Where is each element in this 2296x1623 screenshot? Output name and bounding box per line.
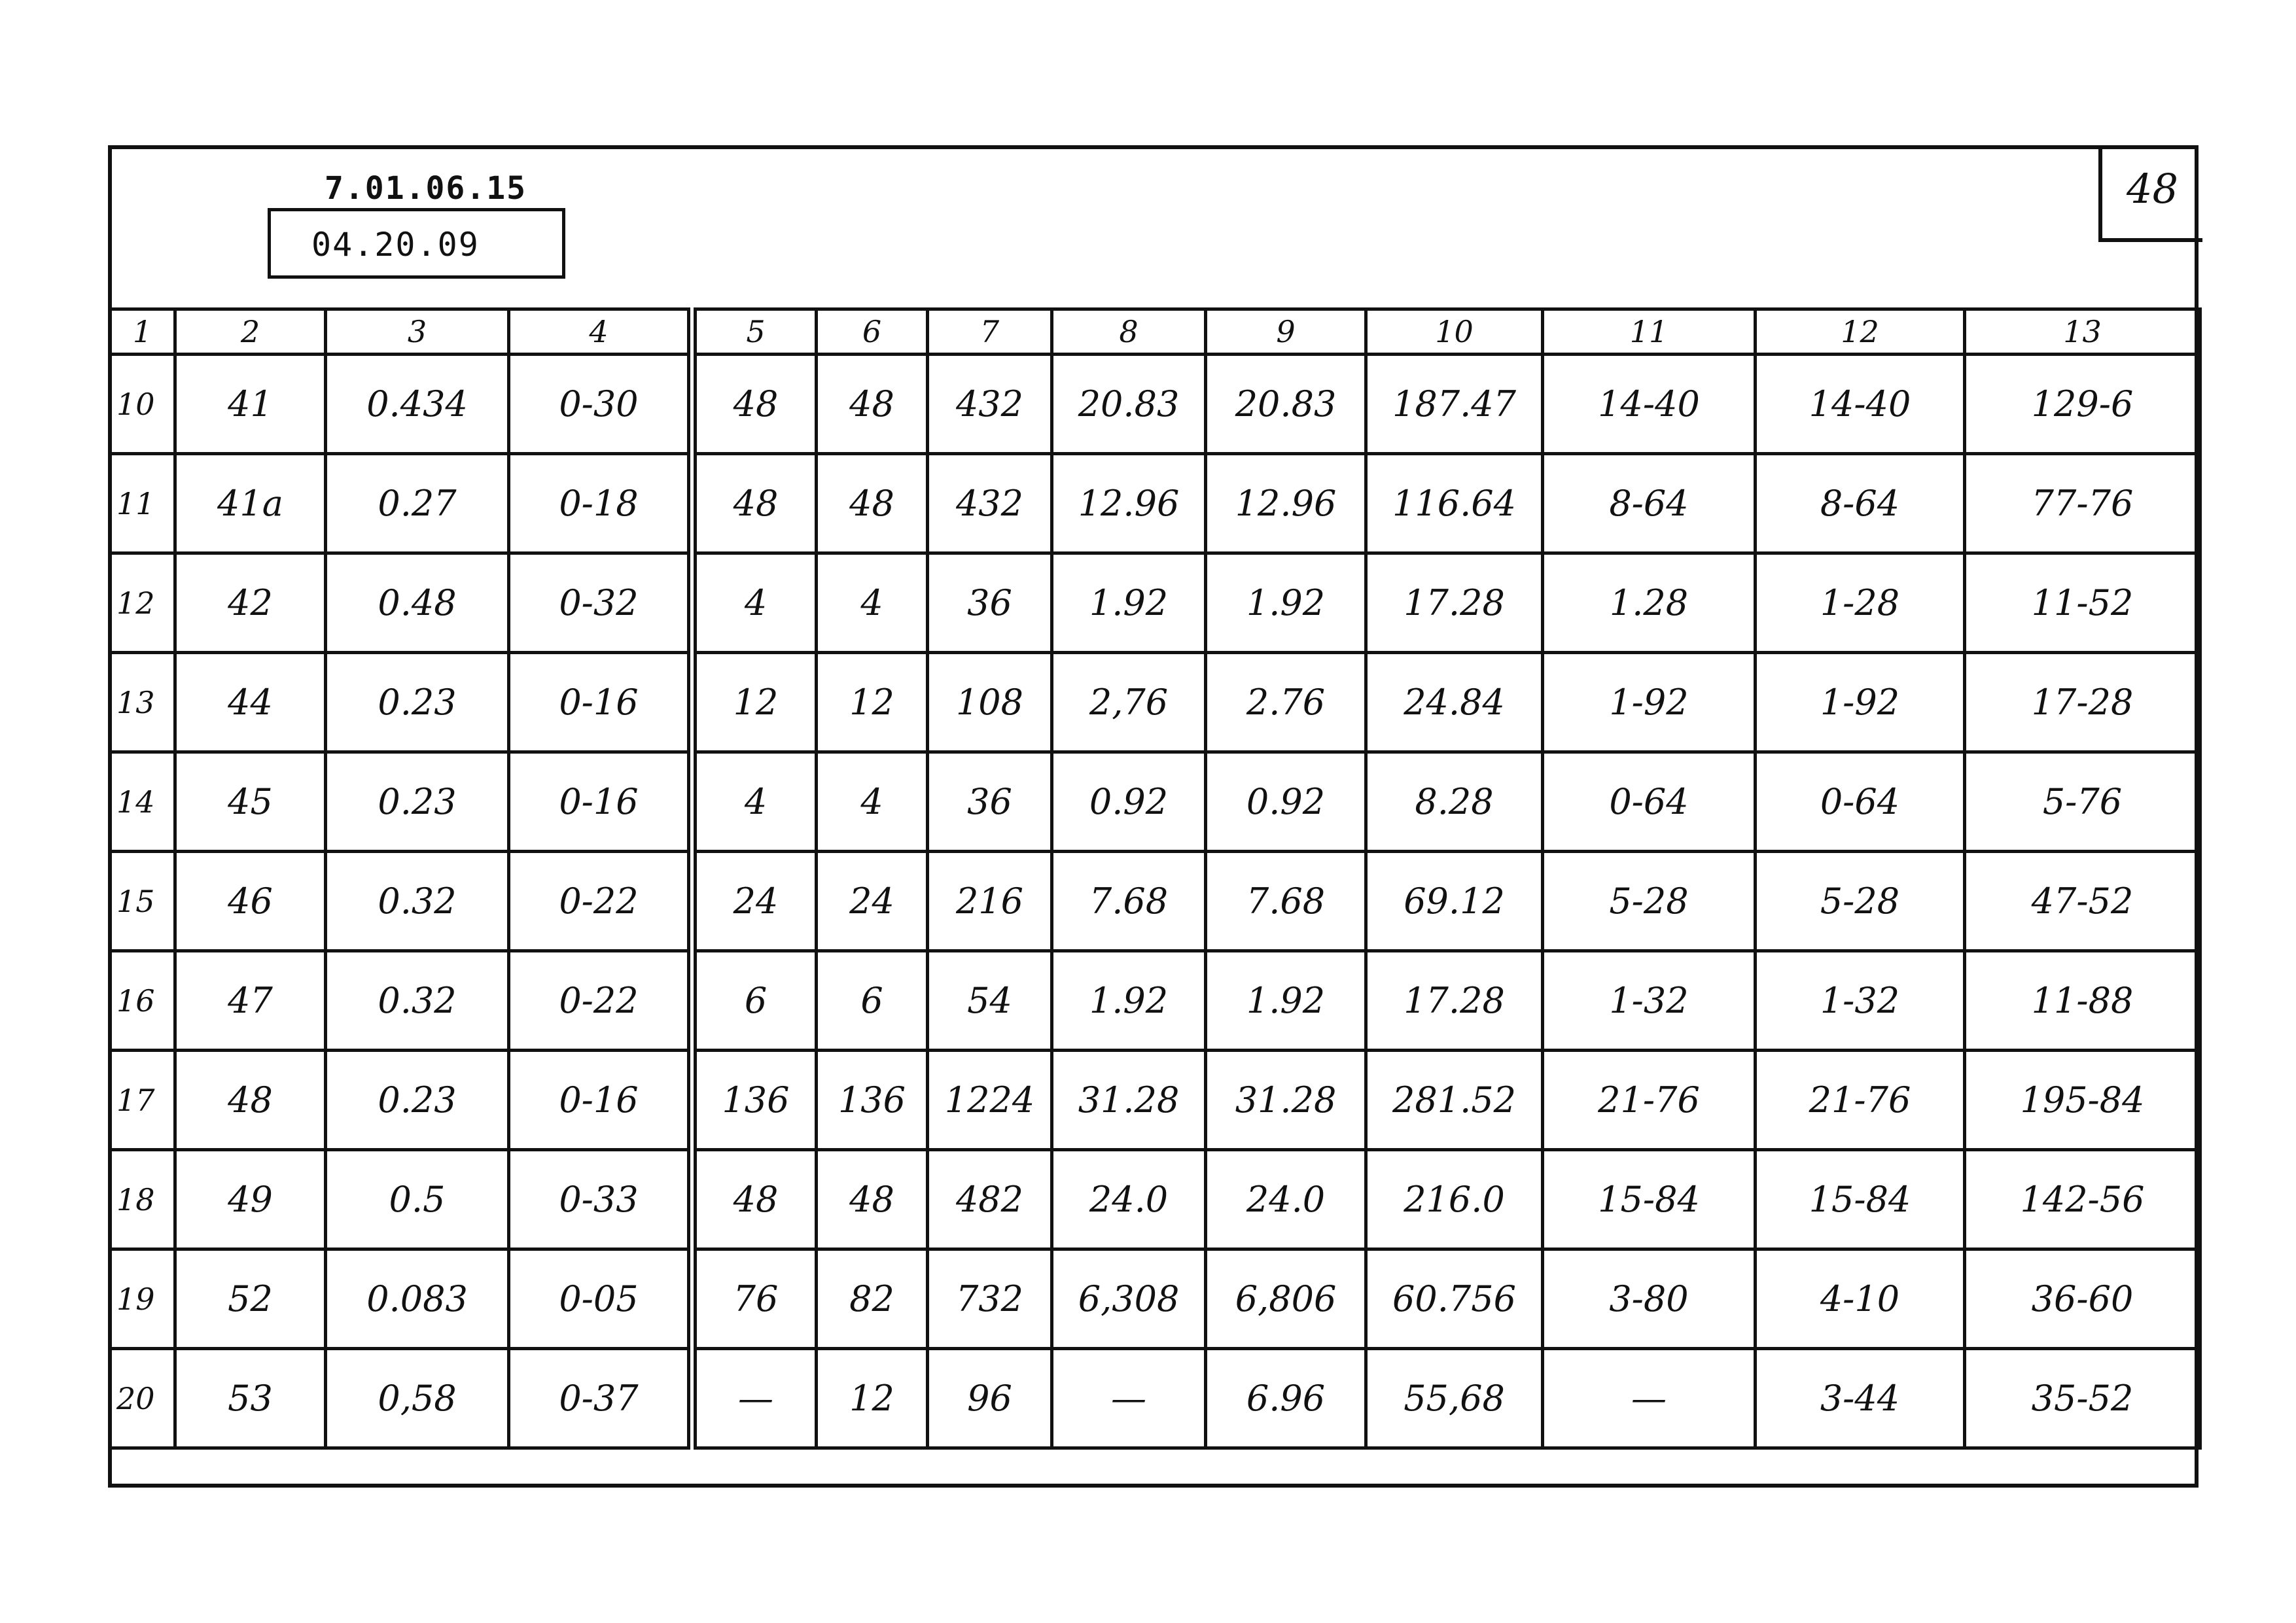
table-cell-col-11: 0-64 xyxy=(1543,752,1756,852)
table-row xyxy=(110,454,2200,553)
table-cell-col-4: 0-16 xyxy=(509,1051,692,1150)
table-cell-col-8: 24.0 xyxy=(1052,1150,1206,1249)
table-cell-col-9: 1.92 xyxy=(1206,951,1366,1051)
table-cell-col-3: 0.23 xyxy=(326,752,509,852)
table-cell-col-5: 136 xyxy=(692,1051,817,1150)
table-cell-col-8: 1.92 xyxy=(1052,951,1206,1051)
table-cell-col-13: 77-76 xyxy=(1965,454,2200,553)
table-cell-col-12: 4-10 xyxy=(1756,1249,1965,1349)
column-number-2: 2 xyxy=(175,309,326,355)
table-cell-col-3: 0.32 xyxy=(326,852,509,951)
table-cell-col-2: 48 xyxy=(175,1051,326,1150)
table-cell-col-1: 11 xyxy=(110,454,175,553)
table-cell-col-13: 11-88 xyxy=(1965,951,2200,1051)
table-cell-col-4: 0-22 xyxy=(509,951,692,1051)
table-cell-col-10: 116.64 xyxy=(1366,454,1543,553)
table-cell-col-13: 129-6 xyxy=(1965,355,2200,454)
table-cell-col-9: 7.68 xyxy=(1206,852,1366,951)
table-cell-col-4: 0-16 xyxy=(509,752,692,852)
table-cell-col-7: 1224 xyxy=(928,1051,1052,1150)
table-cell-col-2: 41 xyxy=(175,355,326,454)
table-cell-col-3: 0.434 xyxy=(326,355,509,454)
table-cell-col-7: 732 xyxy=(928,1249,1052,1349)
table-cell-col-8: 0.92 xyxy=(1052,752,1206,852)
table-cell-col-5: 4 xyxy=(692,752,817,852)
table-cell-col-3: 0.23 xyxy=(326,1051,509,1150)
table-cell-col-6: 48 xyxy=(817,355,928,454)
table-cell-col-6: 6 xyxy=(817,951,928,1051)
table-cell-col-10: 17.28 xyxy=(1366,553,1543,653)
table-cell-col-3: 0,58 xyxy=(326,1349,509,1448)
column-number-8: 8 xyxy=(1052,309,1206,355)
column-number-9: 9 xyxy=(1206,309,1366,355)
table-cell-col-13: 17-28 xyxy=(1965,653,2200,752)
table-cell-col-7: 432 xyxy=(928,355,1052,454)
table-cell-col-13: 195-84 xyxy=(1965,1051,2200,1150)
table-cell-col-13: 36-60 xyxy=(1965,1249,2200,1349)
table-cell-col-6: 48 xyxy=(817,454,928,553)
column-number-6: 6 xyxy=(817,309,928,355)
table-cell-col-6: 4 xyxy=(817,553,928,653)
table-cell-col-1: 10 xyxy=(110,355,175,454)
table-cell-col-8: 2,76 xyxy=(1052,653,1206,752)
table-cell-col-11: 3-80 xyxy=(1543,1249,1756,1349)
table-cell-col-6: 12 xyxy=(817,653,928,752)
table-cell-col-9: 31.28 xyxy=(1206,1051,1366,1150)
table-row xyxy=(110,951,2200,1051)
table-cell-col-10: 69.12 xyxy=(1366,852,1543,951)
table-row xyxy=(110,752,2200,852)
table-cell-col-11: 14-40 xyxy=(1543,355,1756,454)
table-cell-col-8: — xyxy=(1052,1349,1206,1448)
table-cell-col-11: 8-64 xyxy=(1543,454,1756,553)
table-cell-col-12: 3-44 xyxy=(1756,1349,1965,1448)
table-cell-col-2: 49 xyxy=(175,1150,326,1249)
table-cell-col-3: 0.32 xyxy=(326,951,509,1051)
table-cell-col-4: 0-30 xyxy=(509,355,692,454)
table-cell-col-5: 48 xyxy=(692,355,817,454)
table-cell-col-3: 0.083 xyxy=(326,1249,509,1349)
column-number-1: 1 xyxy=(110,309,175,355)
data-table xyxy=(108,307,2202,1450)
table-cell-col-5: 6 xyxy=(692,951,817,1051)
table-cell-col-4: 0-18 xyxy=(509,454,692,553)
table-cell-col-2: 52 xyxy=(175,1249,326,1349)
table-cell-col-10: 60.756 xyxy=(1366,1249,1543,1349)
table-cell-col-2: 46 xyxy=(175,852,326,951)
table-row xyxy=(110,852,2200,951)
table-cell-col-12: 1-32 xyxy=(1756,951,1965,1051)
table-cell-col-8: 20.83 xyxy=(1052,355,1206,454)
table-cell-col-10: 8.28 xyxy=(1366,752,1543,852)
table-cell-col-1: 18 xyxy=(110,1150,175,1249)
page-number: 48 xyxy=(2127,165,2178,213)
table-cell-col-5: 76 xyxy=(692,1249,817,1349)
table-cell-col-4: 0-33 xyxy=(509,1150,692,1249)
table-cell-col-5: 24 xyxy=(692,852,817,951)
table-cell-col-5: — xyxy=(692,1349,817,1448)
table-row xyxy=(110,1150,2200,1249)
table-cell-col-2: 53 xyxy=(175,1349,326,1448)
table-cell-col-4: 0-32 xyxy=(509,553,692,653)
column-number-5: 5 xyxy=(692,309,817,355)
table-cell-col-9: 0.92 xyxy=(1206,752,1366,852)
table-cell-col-1: 19 xyxy=(110,1249,175,1349)
table-cell-col-3: 0.5 xyxy=(326,1150,509,1249)
table-cell-col-2: 42 xyxy=(175,553,326,653)
table-cell-col-11: 1.28 xyxy=(1543,553,1756,653)
table-cell-col-12: 21-76 xyxy=(1756,1051,1965,1150)
table-cell-col-4: 0-22 xyxy=(509,852,692,951)
table-cell-col-13: 11-52 xyxy=(1965,553,2200,653)
table-cell-col-8: 7.68 xyxy=(1052,852,1206,951)
document-code: 7.01.06.15 xyxy=(325,170,527,207)
table-cell-col-9: 1.92 xyxy=(1206,553,1366,653)
table-cell-col-7: 432 xyxy=(928,454,1052,553)
table-cell-col-6: 12 xyxy=(817,1349,928,1448)
table-cell-col-13: 5-76 xyxy=(1965,752,2200,852)
table-cell-col-3: 0.23 xyxy=(326,653,509,752)
table-cell-col-12: 8-64 xyxy=(1756,454,1965,553)
table-cell-col-7: 54 xyxy=(928,951,1052,1051)
table-cell-col-9: 2.76 xyxy=(1206,653,1366,752)
table-cell-col-12: 15-84 xyxy=(1756,1150,1965,1249)
table-cell-col-1: 16 xyxy=(110,951,175,1051)
drawing-sheet xyxy=(108,145,2199,1488)
table-body xyxy=(110,355,2200,1448)
table-cell-col-6: 136 xyxy=(817,1051,928,1150)
table-row xyxy=(110,553,2200,653)
column-number-10: 10 xyxy=(1366,309,1543,355)
column-number-12: 12 xyxy=(1756,309,1965,355)
table-cell-col-1: 12 xyxy=(110,553,175,653)
table-cell-col-7: 108 xyxy=(928,653,1052,752)
table-cell-col-10: 187.47 xyxy=(1366,355,1543,454)
table-cell-col-9: 12.96 xyxy=(1206,454,1366,553)
table-row xyxy=(110,355,2200,454)
table-cell-col-7: 216 xyxy=(928,852,1052,951)
table-cell-col-4: 0-05 xyxy=(509,1249,692,1349)
table-row xyxy=(110,1051,2200,1150)
table-cell-col-2: 44 xyxy=(175,653,326,752)
document-number-box xyxy=(268,208,565,279)
table-cell-col-11: 5-28 xyxy=(1543,852,1756,951)
table-cell-col-11: 15-84 xyxy=(1543,1150,1756,1249)
table-cell-col-7: 96 xyxy=(928,1349,1052,1448)
table-cell-col-1: 14 xyxy=(110,752,175,852)
document-number: 04.20.09 xyxy=(311,226,480,264)
table-cell-col-10: 216.0 xyxy=(1366,1150,1543,1249)
table-cell-col-7: 36 xyxy=(928,553,1052,653)
column-number-3: 3 xyxy=(326,309,509,355)
table-cell-col-10: 55,68 xyxy=(1366,1349,1543,1448)
table-cell-col-10: 17.28 xyxy=(1366,951,1543,1051)
table-row xyxy=(110,653,2200,752)
table-cell-col-8: 31.28 xyxy=(1052,1051,1206,1150)
table-cell-col-9: 20.83 xyxy=(1206,355,1366,454)
table-cell-col-10: 281.52 xyxy=(1366,1051,1543,1150)
column-number-13: 13 xyxy=(1965,309,2200,355)
table-cell-col-6: 24 xyxy=(817,852,928,951)
table-cell-col-1: 17 xyxy=(110,1051,175,1150)
table-cell-col-5: 12 xyxy=(692,653,817,752)
table-cell-col-11: 21-76 xyxy=(1543,1051,1756,1150)
table-cell-col-11: 1-92 xyxy=(1543,653,1756,752)
table-cell-col-8: 6,308 xyxy=(1052,1249,1206,1349)
table-cell-col-5: 48 xyxy=(692,454,817,553)
table-cell-col-7: 482 xyxy=(928,1150,1052,1249)
table-cell-col-9: 6.96 xyxy=(1206,1349,1366,1448)
table-cell-col-12: 1-28 xyxy=(1756,553,1965,653)
column-number-row xyxy=(110,309,2200,355)
column-number-7: 7 xyxy=(928,309,1052,355)
table-cell-col-4: 0-16 xyxy=(509,653,692,752)
table-cell-col-6: 48 xyxy=(817,1150,928,1249)
table-cell-col-6: 82 xyxy=(817,1249,928,1349)
table-cell-col-11: — xyxy=(1543,1349,1756,1448)
table-cell-col-1: 15 xyxy=(110,852,175,951)
table-cell-col-7: 36 xyxy=(928,752,1052,852)
table-row xyxy=(110,1349,2200,1448)
table-cell-col-13: 47-52 xyxy=(1965,852,2200,951)
column-number-4: 4 xyxy=(509,309,692,355)
table-row xyxy=(110,1249,2200,1349)
page-number-box xyxy=(2098,145,2202,242)
table-cell-col-11: 1-32 xyxy=(1543,951,1756,1051)
table-cell-col-13: 142-56 xyxy=(1965,1150,2200,1249)
table-cell-col-1: 20 xyxy=(110,1349,175,1448)
table-cell-col-10: 24.84 xyxy=(1366,653,1543,752)
table-cell-col-12: 0-64 xyxy=(1756,752,1965,852)
table-cell-col-1: 13 xyxy=(110,653,175,752)
table-cell-col-6: 4 xyxy=(817,752,928,852)
table-cell-col-9: 6,806 xyxy=(1206,1249,1366,1349)
column-number-11: 11 xyxy=(1543,309,1756,355)
table-cell-col-9: 24.0 xyxy=(1206,1150,1366,1249)
table-cell-col-3: 0.48 xyxy=(326,553,509,653)
table-cell-col-13: 35-52 xyxy=(1965,1349,2200,1448)
table-cell-col-5: 48 xyxy=(692,1150,817,1249)
table-cell-col-2: 41a xyxy=(175,454,326,553)
table-cell-col-8: 1.92 xyxy=(1052,553,1206,653)
table-cell-col-12: 1-92 xyxy=(1756,653,1965,752)
table-cell-col-3: 0.27 xyxy=(326,454,509,553)
table-cell-col-8: 12.96 xyxy=(1052,454,1206,553)
table-cell-col-4: 0-37 xyxy=(509,1349,692,1448)
table-cell-col-12: 5-28 xyxy=(1756,852,1965,951)
table-cell-col-12: 14-40 xyxy=(1756,355,1965,454)
table-cell-col-5: 4 xyxy=(692,553,817,653)
table-cell-col-2: 45 xyxy=(175,752,326,852)
table-cell-col-2: 47 xyxy=(175,951,326,1051)
